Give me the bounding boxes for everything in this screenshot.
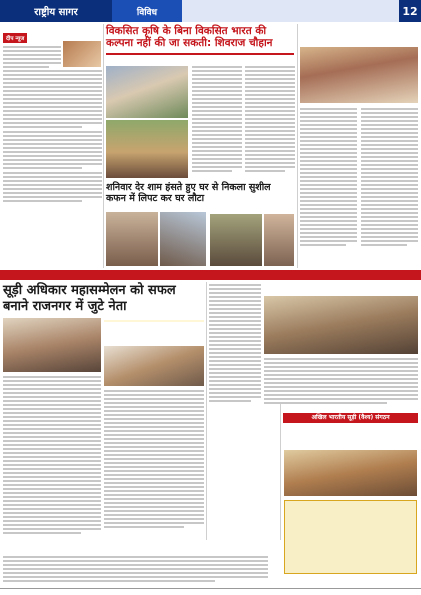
column-rule	[280, 404, 281, 540]
invitation-box	[284, 500, 417, 574]
lower-left-body-1	[3, 376, 101, 536]
lower-wide-body	[3, 556, 268, 584]
yatra-body	[264, 358, 418, 406]
samaj-photo	[284, 450, 417, 496]
left-body-2	[3, 70, 102, 128]
right-column-body-2	[361, 108, 418, 248]
top-story-body-2	[245, 66, 295, 174]
mid-story-photo-2	[160, 212, 206, 266]
top-story-photo-1	[106, 66, 188, 118]
lower-left-inset-headline	[104, 320, 204, 322]
lower-left-photo-2	[104, 346, 204, 386]
left-body-1	[3, 46, 61, 68]
lower-left-headline: सूड़ी अधिकार महासम्मेलन को सफल बनाने राजनगर में जुटे नेता	[3, 283, 176, 314]
lower-mid-body	[209, 284, 261, 404]
column-rule	[103, 24, 104, 268]
paper-name: राष्ट्रीय सागर	[0, 0, 112, 22]
section-label: विविध	[112, 0, 182, 22]
column-rule	[206, 282, 207, 540]
left-body-3	[3, 131, 102, 169]
section-banner	[0, 270, 421, 280]
top-story-deck	[106, 53, 294, 55]
page-number: 12	[399, 0, 421, 22]
right-column-photo	[300, 47, 418, 103]
mid-story-headline: शनिवार देर शाम हंसते हुए घर से निकला सुशील कफन में लिपट कर घर लौटा	[106, 182, 271, 205]
mid-story-photo-3	[210, 214, 262, 266]
left-body-4	[3, 172, 102, 202]
footer-imprint	[0, 588, 421, 595]
top-story-body-1	[192, 66, 242, 174]
yatra-photo	[264, 296, 418, 354]
column-tag: दीप न्यूज	[3, 33, 27, 43]
left-column	[3, 25, 102, 265]
author-photo	[63, 41, 101, 67]
right-column-body-1	[300, 108, 357, 248]
mid-story-photo-1	[106, 212, 158, 266]
lower-left-photo-1	[3, 318, 101, 372]
mid-story-photo-4	[264, 214, 294, 266]
top-story-headline: विकसित कृषि के बिना विकसित भारत की कल्पना नहीं की जा सकती: शिवराज चौहान	[106, 25, 273, 50]
masthead	[0, 0, 421, 22]
sangathan-banner: अखिल भारतीय सूड़ी (वैश्य) संगठन	[283, 413, 418, 423]
column-rule	[297, 24, 298, 268]
masthead-meta-area	[182, 0, 399, 22]
lower-left-body-2	[104, 390, 204, 530]
top-story-photo-2	[106, 120, 188, 178]
